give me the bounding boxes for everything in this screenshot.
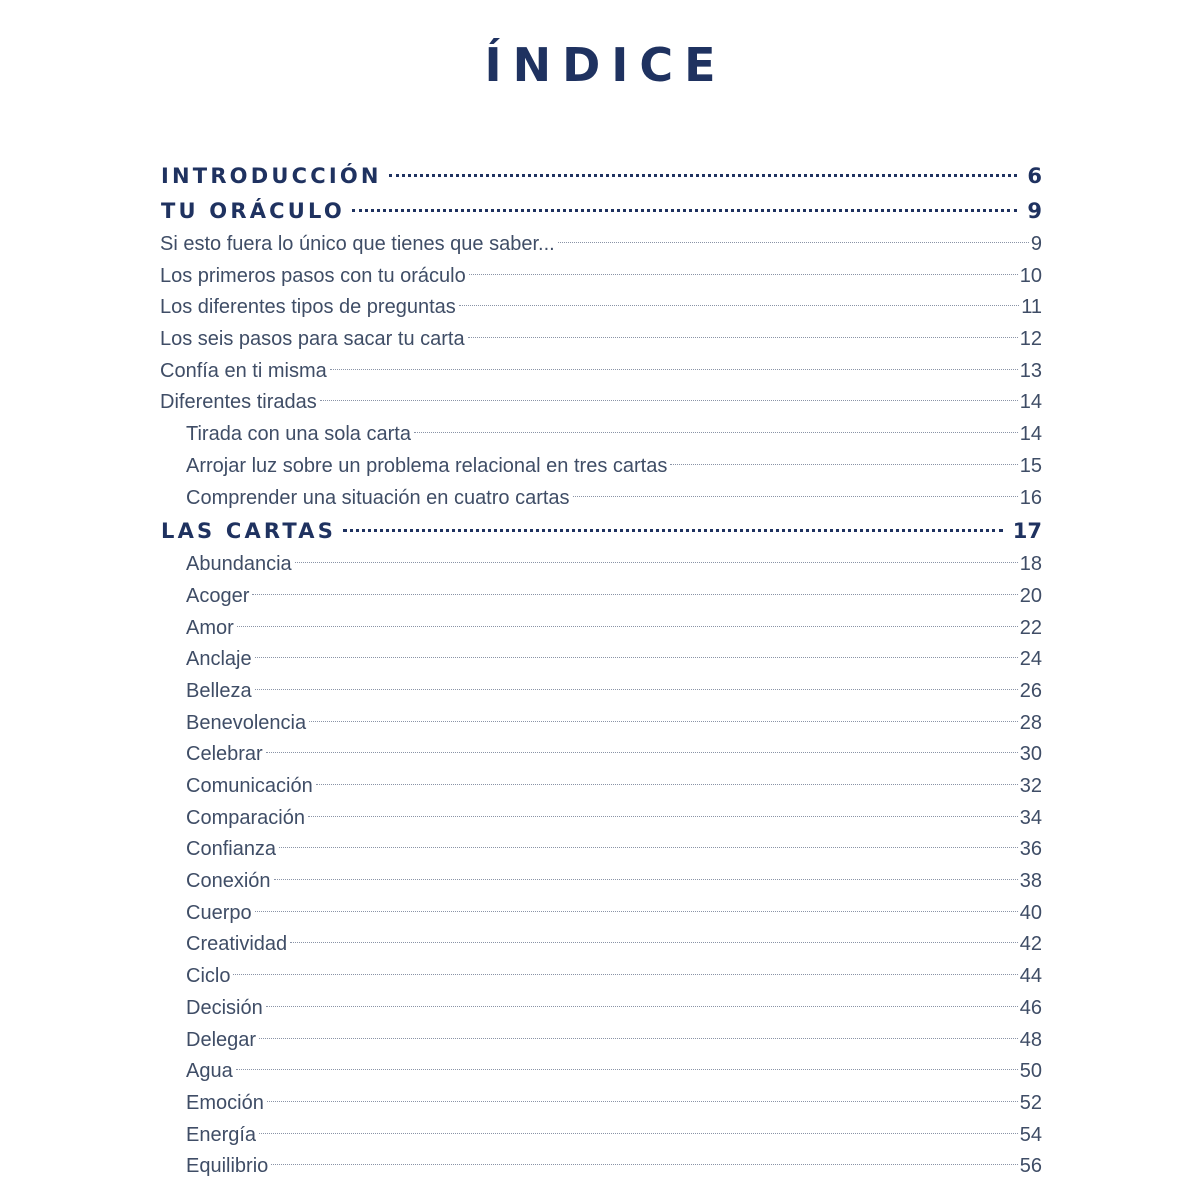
toc-entry-page-number: 14 [1018,387,1042,419]
dot-leader [330,369,1018,370]
toc-item[interactable] [158,898,1042,930]
toc-item[interactable] [158,292,1042,324]
toc-entry-page-number: 56 [1018,1151,1042,1183]
toc-entry-page-number: 16 [1018,483,1042,515]
toc-entry-label: Benevolencia [158,708,309,740]
dot-leader [320,400,1018,401]
toc-entry-label: INTRODUCCIÓN [158,159,385,194]
dot-leader [573,496,1018,497]
dot-leader [389,174,1018,177]
dot-leader [236,1069,1018,1070]
toc-entry-label: Diferentes tiradas [158,387,320,419]
toc-entry-label: Acoger [158,581,252,613]
toc-entry-label: Confía en ti misma [158,356,330,388]
dot-leader [343,529,1003,532]
toc-entry-label: Arrojar luz sobre un problema relacional en tres cartas [158,451,670,483]
toc-item[interactable] [158,1120,1042,1152]
toc-item[interactable] [158,676,1042,708]
toc-entry-label: Decisión [158,993,266,1025]
toc-entry-label: Amor [158,613,237,645]
dot-leader [266,752,1018,753]
toc-entry-page-number: 10 [1018,261,1042,293]
toc-entry-page-number: 54 [1018,1120,1042,1152]
toc-entry-label: Anclaje [158,644,255,676]
toc-item[interactable] [158,771,1042,803]
toc-item[interactable] [158,834,1042,866]
toc-item[interactable] [158,739,1042,771]
toc-entry-label: Agua [158,1056,236,1088]
dot-leader [255,689,1018,690]
toc-item[interactable] [158,961,1042,993]
toc-chapter[interactable] [158,194,1042,229]
toc-entry-page-number: 36 [1018,834,1042,866]
toc-item[interactable] [158,261,1042,293]
toc-item[interactable] [158,708,1042,740]
toc-item[interactable] [158,1025,1042,1057]
toc-entry-label: Emoción [158,1088,267,1120]
dot-leader [316,784,1018,785]
toc-item[interactable] [158,581,1042,613]
toc-item[interactable] [158,644,1042,676]
toc-item[interactable] [158,993,1042,1025]
dot-leader [259,1038,1018,1039]
toc-entry-label: Belleza [158,676,255,708]
toc-entry-label: Comunicación [158,771,316,803]
dot-leader [266,1006,1018,1007]
dot-leader [309,721,1018,722]
toc-entry-page-number: 17 [1011,514,1042,549]
toc-item[interactable] [158,356,1042,388]
toc-entry-page-number: 28 [1018,708,1042,740]
dot-leader [259,1133,1018,1134]
toc-entry-label: Energía [158,1120,259,1152]
toc-entry-page-number: 26 [1018,676,1042,708]
toc-entry-page-number: 14 [1018,419,1042,451]
toc-item[interactable] [158,1088,1042,1120]
toc-entry-page-number: 22 [1018,613,1042,645]
toc-entry-label: Los primeros pasos con tu oráculo [158,261,469,293]
toc-entry-page-number: 34 [1018,803,1042,835]
toc-entry-page-number: 52 [1018,1088,1042,1120]
dot-leader [558,242,1029,243]
toc-item[interactable] [158,1151,1042,1183]
toc-entry-label: Conexión [158,866,274,898]
toc-entry-page-number: 24 [1018,644,1042,676]
toc-item[interactable] [158,549,1042,581]
toc-entry-label: Los diferentes tipos de preguntas [158,292,459,324]
dot-leader [271,1164,1017,1165]
dot-leader [252,594,1017,595]
toc-entry-label: Ciclo [158,961,233,993]
dot-leader [233,974,1017,975]
dot-leader [255,911,1018,912]
toc-entry-page-number: 13 [1018,356,1042,388]
toc-entry-label: LAS CARTAS [158,514,339,549]
toc-entry-label: TU ORÁCULO [158,194,348,229]
toc-entry-label: Los seis pasos para sacar tu carta [158,324,468,356]
toc-entry-label: Abundancia [158,549,295,581]
toc-item[interactable] [158,419,1042,451]
toc-item[interactable] [158,387,1042,419]
toc-entry-label: Celebrar [158,739,266,771]
toc-chapter[interactable] [158,514,1042,549]
toc-item[interactable] [158,1056,1042,1088]
dot-leader [670,464,1017,465]
toc-entry-page-number: 50 [1018,1056,1042,1088]
dot-leader [267,1101,1018,1102]
page-title: ÍNDICE [484,38,727,92]
toc-entry-label: Equilibrio [158,1151,271,1183]
toc-entry-page-number: 48 [1018,1025,1042,1057]
dot-leader [459,305,1019,306]
toc-entry-page-number: 18 [1018,549,1042,581]
toc-entry-page-number: 40 [1018,898,1042,930]
toc-item[interactable] [158,324,1042,356]
toc-entry-page-number: 15 [1018,451,1042,483]
toc-entry-label: Comprender una situación en cuatro cartas [158,483,573,515]
toc-item[interactable] [158,613,1042,645]
toc-entry-label: Cuerpo [158,898,255,930]
toc-item[interactable] [158,929,1042,961]
toc-entry-page-number: 30 [1018,739,1042,771]
dot-leader [290,942,1018,943]
toc-entry-page-number: 9 [1025,194,1042,229]
dot-leader [468,337,1018,338]
dot-leader [279,847,1018,848]
toc-chapter[interactable] [158,159,1042,194]
dot-leader [255,657,1018,658]
dot-leader [414,432,1018,433]
toc-entry-page-number: 46 [1018,993,1042,1025]
toc-entry-page-number: 38 [1018,866,1042,898]
toc-entry-page-number: 20 [1018,581,1042,613]
toc-entry-page-number: 44 [1018,961,1042,993]
dot-leader [308,816,1018,817]
toc-item[interactable] [158,483,1042,515]
dot-leader [274,879,1018,880]
toc-entry-label: Delegar [158,1025,259,1057]
toc-item[interactable] [158,803,1042,835]
toc-entry-page-number: 6 [1025,159,1042,194]
toc-entry-label: Confianza [158,834,279,866]
table-of-contents [158,159,1042,1183]
toc-entry-page-number: 12 [1018,324,1042,356]
toc-entry-label: Si esto fuera lo único que tienes que saber... [158,229,558,261]
toc-item[interactable] [158,229,1042,261]
toc-entry-label: Creatividad [158,929,290,961]
toc-entry-page-number: 11 [1019,292,1042,324]
toc-item[interactable] [158,866,1042,898]
toc-entry-label: Tirada con una sola carta [158,419,414,451]
toc-entry-label: Comparación [158,803,308,835]
toc-entry-page-number: 32 [1018,771,1042,803]
dot-leader [295,562,1018,563]
toc-entry-page-number: 42 [1018,929,1042,961]
toc-entry-page-number: 9 [1029,229,1042,261]
dot-leader [352,209,1017,212]
dot-leader [237,626,1018,627]
toc-item[interactable] [158,451,1042,483]
dot-leader [469,274,1018,275]
